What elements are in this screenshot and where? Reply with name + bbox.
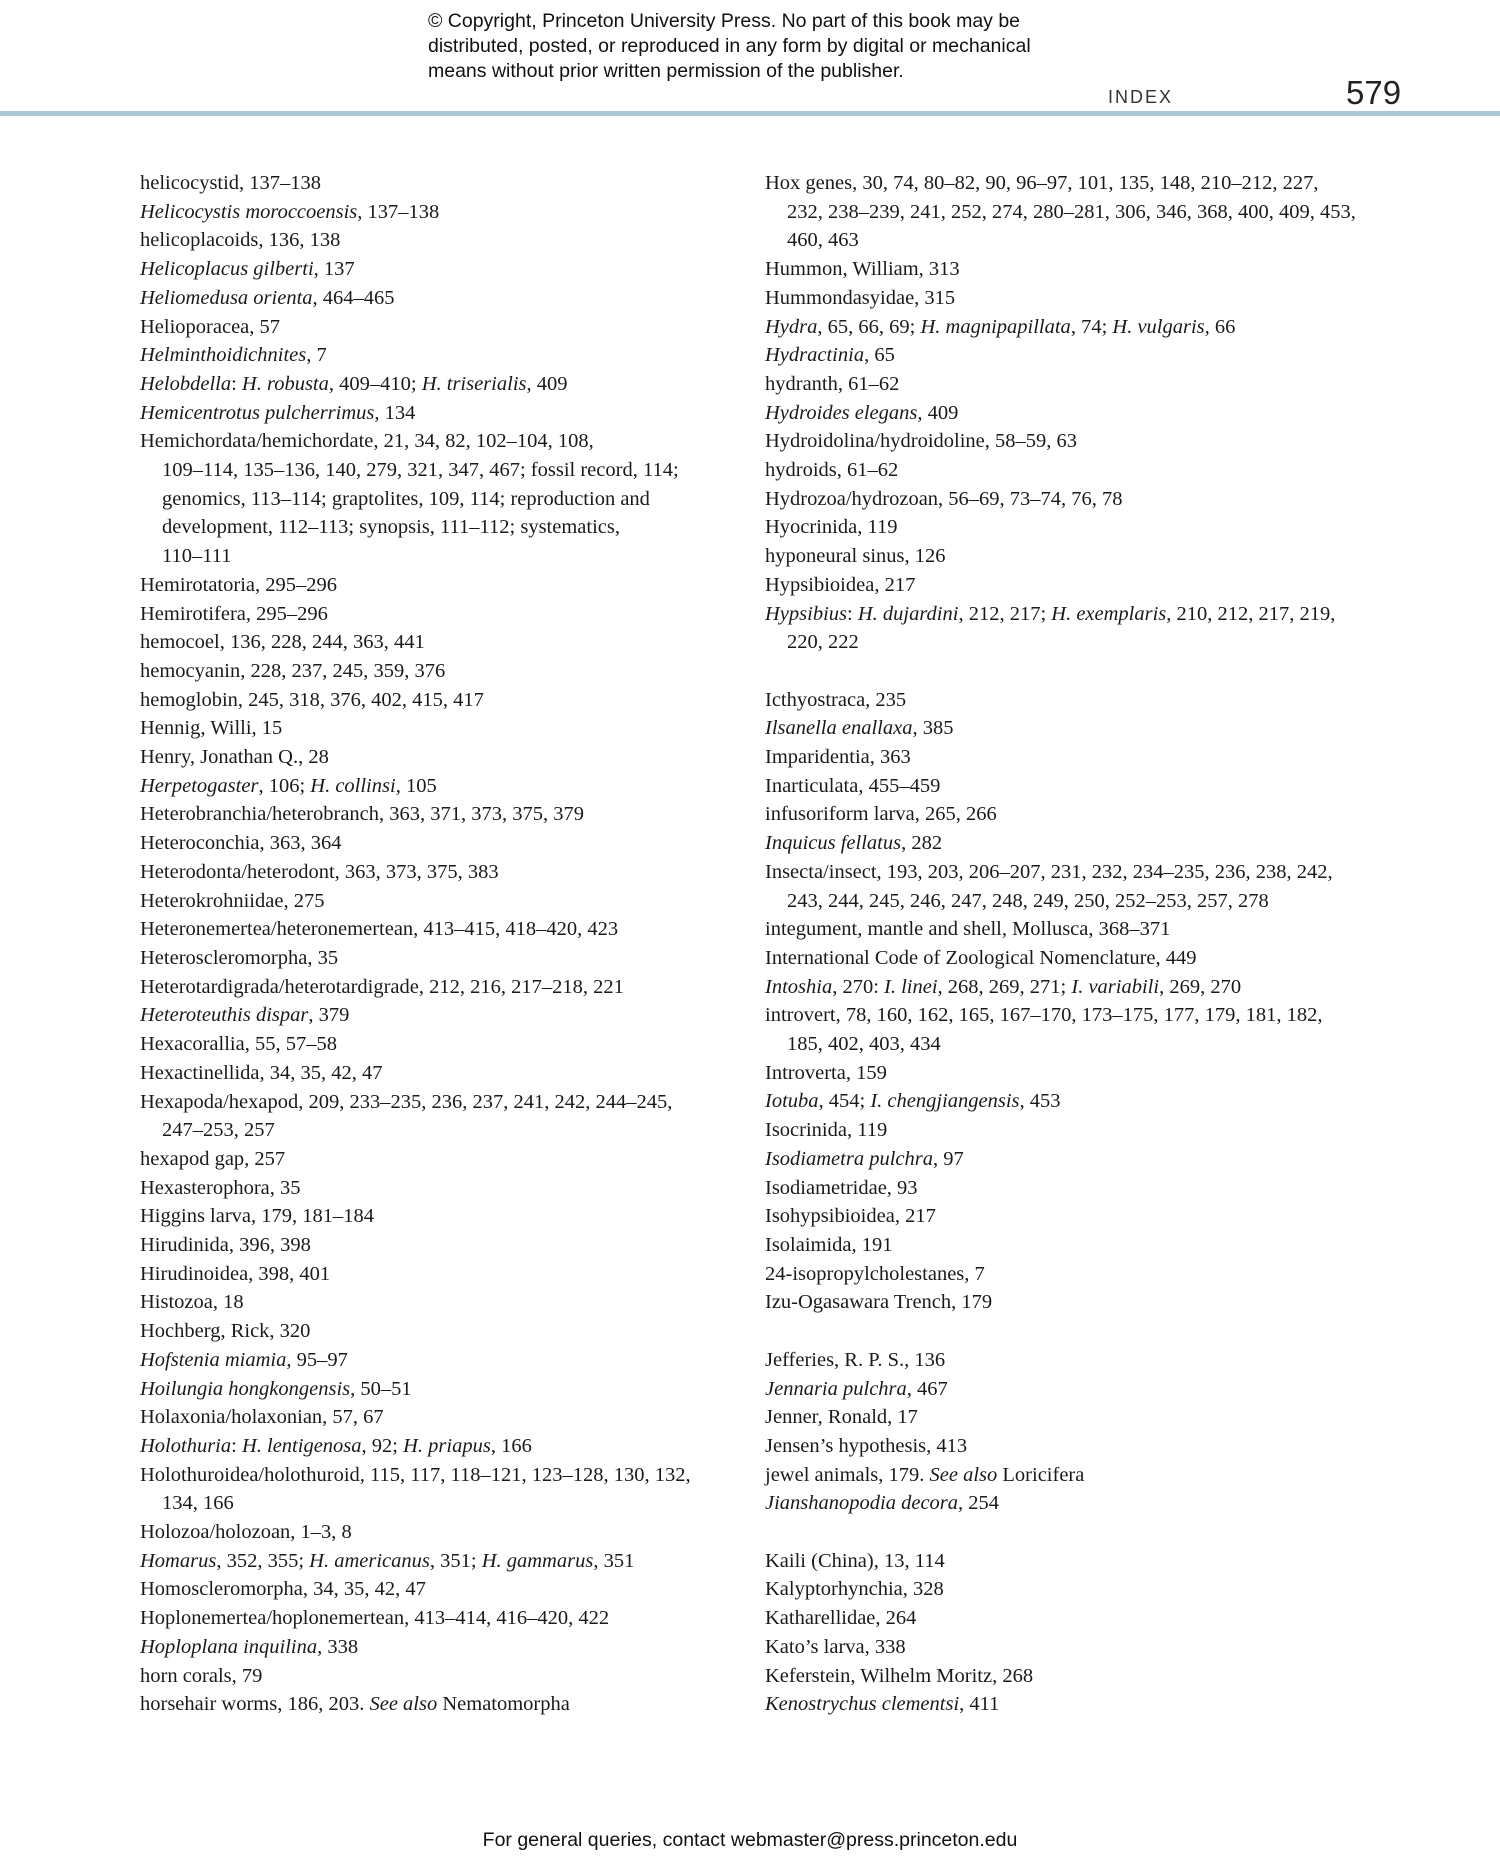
index-entry [765, 600, 1365, 657]
index-entry [140, 1547, 740, 1576]
index-entry [765, 1432, 1365, 1461]
index-entry-text: development, 112–113; synopsis, 111–112; systematics, [162, 516, 620, 539]
index-entry-italic-text: I. variabili [1071, 975, 1160, 998]
index-entry [765, 485, 1365, 514]
index-entry-text: integument, mantle and shell, Mollusca, 368–371 [765, 918, 1171, 941]
index-entry-italic-text: Herpetogaster [140, 774, 259, 797]
header-rule [0, 111, 1500, 116]
index-entry-italic-text: Isodiametra pulchra [765, 1147, 933, 1170]
index-entry-text: , 351 [593, 1549, 635, 1572]
index-entry [765, 1461, 1365, 1490]
index-entry-text: Hennig, Willi, 15 [140, 717, 283, 740]
index-entry [765, 255, 1365, 284]
index-entry-italic-text: Hydroides elegans [765, 401, 918, 424]
index-entry-text: : [231, 1434, 242, 1457]
index-entry-text: Nematomorpha [437, 1693, 570, 1716]
index-entry-text: , 385 [912, 717, 954, 740]
index-entry-text: , 97 [932, 1147, 964, 1170]
index-entry-text: Hydroidolina/hydroidoline, 58–59, 63 [765, 430, 1078, 453]
index-entry [140, 973, 740, 1002]
index-entry [140, 1030, 740, 1059]
letter-group-gap [765, 1518, 1365, 1547]
index-entry-italic-text: Helminthoidichnites [140, 344, 307, 367]
index-entry-text: , 166 [490, 1434, 532, 1457]
index-entry-text: hexapod gap, 257 [140, 1147, 286, 1170]
index-entry [140, 1317, 740, 1346]
index-entry [140, 944, 740, 973]
index-entry-text: , 351; [429, 1549, 482, 1572]
copyright-line: means without prior written permission of the publisher. [428, 60, 904, 82]
index-column-right [765, 169, 1365, 1719]
index-entry-text: Hexapoda/hexapod, 209, 233–235, 236, 237, 241, 242, 244–245, [140, 1090, 673, 1113]
index-entry-text: , 453 [1019, 1090, 1061, 1113]
index-entry-text: , 467 [906, 1377, 948, 1400]
index-entry-text: genomics, 113–114; graptolites, 109, 114; reproduction and [162, 487, 650, 510]
index-entry [140, 887, 740, 916]
index-entry [765, 1059, 1365, 1088]
index-entry-text: , 95–97 [286, 1348, 348, 1371]
index-entry-italic-text: Hydractinia [765, 344, 865, 367]
index-entry-italic-text: Helicoplacus gilberti [140, 258, 314, 281]
index-entry [765, 1633, 1365, 1662]
index-entry-text: Introverta, 159 [765, 1061, 887, 1084]
index-entry-text: horsehair worms, 186, 203. [140, 1693, 370, 1716]
index-entry-text: Kato’s larva, 338 [765, 1635, 906, 1658]
index-entry [140, 1690, 740, 1719]
index-entry-text: International Code of Zoological Nomenclature, 449 [765, 946, 1197, 969]
index-entry-text: Kalyptorhynchia, 328 [765, 1578, 944, 1601]
index-entry-text: 109–114, 135–136, 140, 279, 321, 347, 467; fossil record, 114; [162, 459, 679, 482]
index-entry-italic-text: Hoilungia hongkongensis [140, 1377, 351, 1400]
index-entry [765, 1260, 1365, 1289]
index-entry [765, 944, 1365, 973]
index-entry-text: , 66 [1204, 315, 1236, 338]
index-entry [765, 1604, 1365, 1633]
index-entry-italic-text: Inquicus fellatus [765, 832, 902, 855]
index-entry-text: , 464–465 [312, 286, 395, 309]
index-entry-text: Hoplonemertea/hoplonemertean, 413–414, 416–420, 422 [140, 1607, 610, 1630]
index-entry [765, 169, 1365, 255]
index-entry-text: , 379 [308, 1004, 350, 1027]
index-entry [765, 1375, 1365, 1404]
index-entry [140, 1403, 740, 1432]
index-entry-text: Hemirotifera, 295–296 [140, 602, 328, 625]
index-entry-text: Holaxonia/holaxonian, 57, 67 [140, 1406, 384, 1429]
index-entry [765, 1202, 1365, 1231]
index-entry-text: 243, 244, 245, 246, 247, 248, 249, 250, 252–253, 257, 278 [787, 889, 1269, 912]
index-entry-italic-text: Jianshanopodia decora [765, 1492, 959, 1515]
index-entry-italic-text: Kenostrychus clementsi [765, 1693, 960, 1716]
index-entry-text: infusoriform larva, 265, 266 [765, 803, 997, 826]
index-entry-text: , 411 [959, 1693, 1000, 1716]
index-entry-text: Hummondasyidae, 315 [765, 286, 956, 309]
index-entry [765, 1087, 1365, 1116]
index-entry-text: 460, 463 [787, 229, 859, 252]
index-entry-text: Heteroconchia, 363, 364 [140, 832, 342, 855]
index-entry [140, 313, 740, 342]
index-entry-italic-text: Heliomedusa orienta [140, 286, 313, 309]
index-entry [765, 829, 1365, 858]
index-entry-text: introvert, 78, 160, 162, 165, 167–170, 173–175, 177, 179, 181, 182, [765, 1004, 1323, 1027]
index-entry-text: Hirudinoidea, 398, 401 [140, 1262, 331, 1285]
index-entry-text: Heteronemertea/heteronemertean, 413–415, 418–420, 423 [140, 918, 619, 941]
index-entry [765, 313, 1365, 342]
index-entry-italic-text: H. collinsi [310, 774, 396, 797]
index-entry-text: : [847, 602, 858, 625]
index-entry [140, 284, 740, 313]
index-entry-text: , 269, 270 [1159, 975, 1242, 998]
index-entry [140, 772, 740, 801]
index-entry [140, 600, 740, 629]
index-entry-text: , 409 [917, 401, 959, 424]
index-entry [140, 686, 740, 715]
index-entry-text: Heterodonta/heterodont, 363, 373, 375, 383 [140, 860, 499, 883]
index-entry-text: 185, 402, 403, 434 [787, 1033, 941, 1056]
index-entry [140, 1604, 740, 1633]
index-entry-text: Isolaimida, 191 [765, 1234, 893, 1256]
index-entry [765, 1662, 1365, 1691]
index-entry-text: , 137 [313, 258, 355, 281]
copyright-notice [428, 9, 1128, 84]
index-entry-text: Isodiametridae, 93 [765, 1176, 918, 1199]
index-entry-text: Kaili (China), 13, 114 [765, 1549, 945, 1572]
index-entry-text: Hyocrinida, 119 [765, 516, 898, 539]
index-entry-text: Isocrinida, 119 [765, 1119, 888, 1142]
index-entry-text: Holozoa/holozoan, 1–3, 8 [140, 1521, 352, 1544]
index-entry [140, 1518, 740, 1547]
index-entry-italic-text: Helicocystis moroccoensis [140, 200, 358, 223]
index-entry [140, 657, 740, 686]
index-entry-text: Holothuroidea/holothuroid, 115, 117, 118–121, 123–128, 130, 132, [140, 1463, 691, 1486]
index-entry-text: , 268, 269, 271; [937, 975, 1072, 998]
index-entry [765, 1231, 1365, 1260]
index-entry-italic-text: Hemicentrotus pulcherrimus [140, 401, 375, 424]
index-entry [140, 1202, 740, 1231]
index-entry-italic-text: I. linei [884, 975, 938, 998]
index-entry [765, 456, 1365, 485]
index-entry-text: 247–253, 257 [162, 1119, 275, 1142]
index-entry-text: , 254 [958, 1492, 1000, 1515]
index-entry-italic-text: Jennaria pulchra [765, 1377, 907, 1400]
index-entry-text: Katharellidae, 264 [765, 1607, 917, 1630]
index-entry [765, 800, 1365, 829]
index-entry-text: , 50–51 [350, 1377, 412, 1400]
index-entry-text: hemocoel, 136, 228, 244, 363, 441 [140, 631, 425, 654]
index-entry-text: , 74; [1070, 315, 1113, 338]
index-entry-text: Higgins larva, 179, 181–184 [140, 1205, 375, 1228]
index-entry-text: Jenner, Ronald, 17 [765, 1406, 918, 1429]
index-entry-text: Imparidentia, 363 [765, 746, 911, 769]
page-number: 579 [1346, 74, 1402, 111]
index-entry-italic-text: H. lentigenosa [241, 1434, 362, 1457]
index-entry-text: Heteroscleromorpha, 35 [140, 946, 339, 969]
index-entry [140, 829, 740, 858]
index-column-left [140, 169, 740, 1719]
index-entry [765, 284, 1365, 313]
index-entry [765, 1489, 1365, 1518]
index-entry [140, 1059, 740, 1088]
index-entry-italic-text: Iotuba [765, 1090, 819, 1113]
index-entry-text: , 137–138 [357, 200, 440, 223]
index-entry-text: 134, 166 [162, 1492, 234, 1515]
index-entry [140, 1145, 740, 1174]
index-entry-text: , 105 [395, 774, 437, 797]
index-entry [140, 714, 740, 743]
index-entry-text: Hochberg, Rick, 320 [140, 1320, 311, 1343]
index-entry-italic-text: See also [929, 1463, 998, 1486]
index-entry [765, 1346, 1365, 1375]
index-entry [140, 1633, 740, 1662]
index-entry-italic-text: Hofstenia miamia [140, 1348, 287, 1371]
index-entry-text: Hydrozoa/hydrozoan, 56–69, 73–74, 76, 78 [765, 487, 1123, 510]
index-entry-italic-text: H. exemplaris [1051, 602, 1167, 625]
index-entry [765, 1403, 1365, 1432]
index-entry-italic-text: Ilsanella enallaxa [765, 717, 913, 740]
index-entry-italic-text: Holothuria [140, 1434, 232, 1457]
index-entry-text: Heterotardigrada/heterotardigrade, 212, 216, 217–218, 221 [140, 975, 624, 998]
index-entry [140, 255, 740, 284]
index-entry-italic-text: H. gammarus [481, 1549, 594, 1572]
index-entry [765, 1001, 1365, 1058]
index-entry-text: Hexasterophora, 35 [140, 1176, 301, 1199]
index-entry [140, 915, 740, 944]
index-entry-text: , 210, 212, 217, 219, [1166, 602, 1336, 625]
index-entry [140, 427, 740, 571]
index-entry-text: , 106; [258, 774, 311, 797]
letter-group-gap [765, 657, 1365, 686]
index-entry [765, 1145, 1365, 1174]
copyright-line: © Copyright, Princeton University Press. No part of this book may be [428, 10, 1021, 32]
index-entry [140, 628, 740, 657]
index-entry [140, 800, 740, 829]
index-entry [140, 198, 740, 227]
index-entry-text: Hirudinida, 396, 398 [140, 1234, 311, 1257]
index-entry [765, 1547, 1365, 1576]
index-entry-text: Isohypsibioidea, 217 [765, 1205, 936, 1228]
index-entry-italic-text: H. vulgaris [1112, 315, 1205, 338]
index-entry-italic-text: Heteroteuthis dispar [140, 1004, 309, 1027]
index-entry [765, 772, 1365, 801]
index-entry-italic-text: H. robusta [241, 372, 329, 395]
index-entry-text: , 7 [306, 344, 327, 367]
index-entry [140, 1575, 740, 1604]
index-entry-text: helicocystid, 137–138 [140, 172, 322, 194]
index-entry-text: , 338 [317, 1635, 359, 1658]
index-entry [140, 1461, 740, 1518]
index-entry-text: , 134 [374, 401, 416, 424]
index-entry [140, 1088, 740, 1145]
index-entry-text: Izu-Ogasawara Trench, 179 [765, 1291, 993, 1314]
index-entry-text: hydranth, 61–62 [765, 372, 900, 395]
index-entry-italic-text: H. triserialis [421, 372, 527, 395]
index-entry-text: Hexacorallia, 55, 57–58 [140, 1033, 337, 1056]
index-entry-italic-text: Hoploplana inquilina [140, 1635, 318, 1658]
index-entry [765, 399, 1365, 428]
index-entry-text: Keferstein, Wilhelm Moritz, 268 [765, 1664, 1034, 1687]
index-entry [140, 1231, 740, 1260]
index-entry [140, 858, 740, 887]
index-entry-text: 232, 238–239, 241, 252, 274, 280–281, 306, 346, 368, 400, 409, 453, [787, 200, 1356, 223]
index-entry [765, 341, 1365, 370]
index-entry-text: Helioporacea, 57 [140, 315, 281, 338]
index-entry-text: : [231, 372, 242, 395]
index-entry [140, 1174, 740, 1203]
index-entry-text: , 352, 355; [216, 1549, 310, 1572]
index-entry [140, 1001, 740, 1030]
index-entry-text: Loricifera [997, 1463, 1085, 1486]
index-entry-text: , 65, 66, 69; [817, 315, 921, 338]
index-entry-text: Hypsibioidea, 217 [765, 573, 916, 596]
index-entry [140, 1432, 740, 1461]
index-entry [140, 341, 740, 370]
index-entry [140, 370, 740, 399]
index-entry-text: Icthyostraca, 235 [765, 688, 907, 711]
index-entry [765, 686, 1365, 715]
index-entry-italic-text: See also [369, 1693, 438, 1716]
index-entry-italic-text: H. americanus [309, 1549, 430, 1572]
letter-group-gap [765, 1317, 1365, 1346]
index-entry [765, 1116, 1365, 1145]
index-entry [765, 714, 1365, 743]
index-entry-text: hydroids, 61–62 [765, 459, 899, 482]
index-entry [765, 370, 1365, 399]
index-entry-italic-text: Hydra [765, 315, 818, 338]
index-entry-text: Jensen’s hypothesis, 413 [765, 1434, 968, 1457]
index-entry-text: Homoscleromorpha, 34, 35, 42, 47 [140, 1578, 426, 1601]
index-entry [140, 226, 740, 255]
index-entry [140, 1375, 740, 1404]
index-entry [765, 743, 1365, 772]
copyright-line: distributed, posted, or reproduced in any form by digital or mechanical [428, 35, 1031, 57]
index-entry [140, 743, 740, 772]
index-entry-italic-text: H. magnipapillata [920, 315, 1071, 338]
index-entry-text: 24-isopropylcholestanes, 7 [765, 1262, 985, 1285]
index-entry [765, 858, 1365, 915]
index-entry [765, 1690, 1365, 1719]
index-entry [765, 427, 1365, 456]
index-entry-text: Heterokrohniidae, 275 [140, 889, 325, 912]
index-entry-text: , 282 [901, 832, 943, 855]
index-entry-text: hemocyanin, 228, 237, 245, 359, 376 [140, 659, 446, 682]
index-entry-text: hemoglobin, 245, 318, 376, 402, 415, 417 [140, 688, 484, 711]
index-entry [140, 1288, 740, 1317]
index-entry-italic-text: Homarus [140, 1549, 217, 1572]
index-entry-text: jewel animals, 179. [765, 1463, 930, 1486]
index-entry [765, 1174, 1365, 1203]
index-entry-text: Hexactinellida, 34, 35, 42, 47 [140, 1061, 383, 1084]
index-entry [140, 1260, 740, 1289]
index-entry-text: , 409 [526, 372, 568, 395]
index-entry-text: , 212, 217; [958, 602, 1052, 625]
index-entry-text: hyponeural sinus, 126 [765, 545, 946, 568]
index-entry-text: 110–111 [162, 545, 232, 568]
index-entry-italic-text: H. priapus [403, 1434, 491, 1457]
index-entry-text: Hox genes, 30, 74, 80–82, 90, 96–97, 101, 135, 148, 210–212, 227, [765, 172, 1319, 194]
index-entry-italic-text: Helobdella [140, 372, 232, 395]
index-entry-text: 220, 222 [787, 631, 859, 654]
index-entry-text: , 409–410; [328, 372, 422, 395]
index-entry-text: Hemichordata/hemichordate, 21, 34, 82, 102–104, 108, [140, 430, 594, 453]
index-entry-italic-text: I. chengjiangensis [870, 1090, 1020, 1113]
index-entry [140, 169, 740, 198]
index-entry-text: helicoplacoids, 136, 138 [140, 229, 341, 252]
index-entry [765, 542, 1365, 571]
index-entry-text: , 92; [361, 1434, 404, 1457]
index-entry-text: , 65 [864, 344, 895, 367]
index-entry [765, 513, 1365, 542]
index-entry-text: , 454; [818, 1090, 871, 1113]
index-entry-text: Hemirotatoria, 295–296 [140, 573, 337, 596]
index-entry-text: Heterobranchia/heterobranch, 363, 371, 373, 375, 379 [140, 803, 585, 826]
index-entry-text: Histozoa, 18 [140, 1291, 244, 1314]
index-entry [140, 1662, 740, 1691]
index-entry-text: horn corals, 79 [140, 1664, 263, 1687]
index-entry [140, 1346, 740, 1375]
footer-contact: For general queries, contact webmaster@press.princeton.edu [482, 1829, 1018, 1851]
running-head: INDEX [1108, 87, 1174, 107]
index-entry-text: Hummon, William, 313 [765, 258, 960, 281]
index-entry [140, 399, 740, 428]
index-entry-italic-text: Intoshia [765, 975, 833, 998]
index-entry-text: Henry, Jonathan Q., 28 [140, 746, 329, 769]
index-entry [765, 973, 1365, 1002]
index-entry [765, 915, 1365, 944]
index-entry [140, 571, 740, 600]
index-entry-italic-text: H. dujardini [857, 602, 959, 625]
index-entry-italic-text: Hypsibius [765, 602, 847, 625]
index-entry-text: Inarticulata, 455–459 [765, 774, 941, 797]
index-entry-text: Jefferies, R. P. S., 136 [765, 1348, 946, 1371]
index-entry [765, 1575, 1365, 1604]
index-entry [765, 1288, 1365, 1317]
index-entry [765, 571, 1365, 600]
index-entry-text: Insecta/insect, 193, 203, 206–207, 231, 232, 234–235, 236, 238, 242, [765, 860, 1333, 883]
index-entry-text: , 270: [832, 975, 885, 998]
